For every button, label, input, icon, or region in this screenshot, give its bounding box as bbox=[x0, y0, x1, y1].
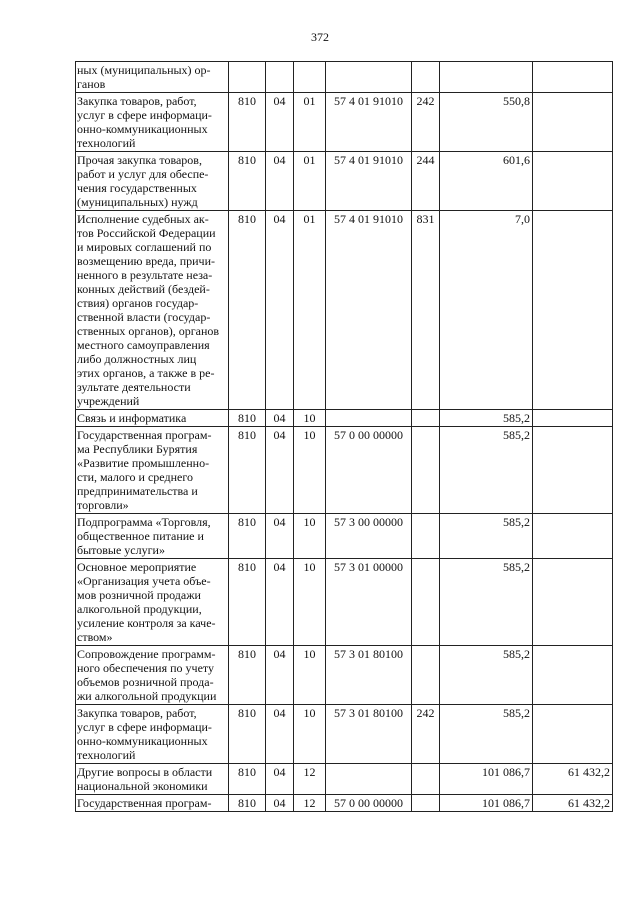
expense-type-cell bbox=[412, 559, 440, 646]
target-article-cell: 57 4 01 91010 bbox=[326, 152, 412, 211]
section-cell: 04 bbox=[266, 514, 294, 559]
grbs-cell: 810 bbox=[229, 211, 266, 410]
amount-subvention-cell bbox=[533, 559, 613, 646]
section-cell: 04 bbox=[266, 93, 294, 152]
amount-subvention-cell bbox=[533, 211, 613, 410]
amount-cell: 601,6 bbox=[440, 152, 533, 211]
grbs-cell: 810 bbox=[229, 795, 266, 812]
table-row bbox=[76, 705, 613, 764]
amount-subvention-cell bbox=[533, 62, 613, 93]
expense-type-cell bbox=[412, 62, 440, 93]
subsection-cell: 10 bbox=[294, 646, 326, 705]
amount-subvention-cell bbox=[533, 646, 613, 705]
amount-cell: 585,2 bbox=[440, 705, 533, 764]
amount-cell bbox=[440, 62, 533, 93]
target-article-cell bbox=[326, 410, 412, 427]
row-name: Сопровождение программ- ного обеспечения по учету объемов розничной прода- жи алкогольной продукции bbox=[76, 646, 229, 705]
row-name: Исполнение судебных ак- тов Российской Федерации и мировых соглашений по возмещению вреда, причи- ненного в результате неза- конных действий (бездей- ствия) органов государ- ственной власти (государ- ственных органов), органов местного самоуправления либо должностных лиц этих органов, а также в ре- зультате деятельности учреждений bbox=[76, 211, 229, 410]
expense-type-cell bbox=[412, 764, 440, 795]
section-cell bbox=[266, 62, 294, 93]
target-article-cell: 57 3 01 80100 bbox=[326, 646, 412, 705]
table-row bbox=[76, 514, 613, 559]
target-article-cell: 57 3 01 00000 bbox=[326, 559, 412, 646]
target-article-cell: 57 3 01 80100 bbox=[326, 705, 412, 764]
budget-table-body bbox=[76, 62, 613, 812]
grbs-cell: 810 bbox=[229, 705, 266, 764]
expense-type-cell bbox=[412, 410, 440, 427]
subsection-cell: 01 bbox=[294, 93, 326, 152]
target-article-cell: 57 0 00 00000 bbox=[326, 795, 412, 812]
target-article-cell: 57 0 00 00000 bbox=[326, 427, 412, 514]
grbs-cell: 810 bbox=[229, 514, 266, 559]
section-cell: 04 bbox=[266, 795, 294, 812]
expense-type-cell bbox=[412, 514, 440, 559]
subsection-cell: 10 bbox=[294, 410, 326, 427]
amount-cell: 585,2 bbox=[440, 559, 533, 646]
section-cell: 04 bbox=[266, 211, 294, 410]
amount-cell: 585,2 bbox=[440, 514, 533, 559]
amount-subvention-cell bbox=[533, 427, 613, 514]
amount-subvention-cell bbox=[533, 152, 613, 211]
table-row bbox=[76, 646, 613, 705]
amount-subvention-cell: 61 432,2 bbox=[533, 764, 613, 795]
expense-type-cell bbox=[412, 427, 440, 514]
target-article-cell: 57 4 01 91010 bbox=[326, 211, 412, 410]
section-cell: 04 bbox=[266, 559, 294, 646]
row-name: Основное мероприятие «Организация учета объе- мов розничной продажи алкогольной продукции, усиление контроля за каче- ством» bbox=[76, 559, 229, 646]
subsection-cell: 10 bbox=[294, 427, 326, 514]
target-article-cell bbox=[326, 62, 412, 93]
amount-subvention-cell bbox=[533, 514, 613, 559]
row-name: Другие вопросы в области национальной экономики bbox=[76, 764, 229, 795]
section-cell: 04 bbox=[266, 427, 294, 514]
grbs-cell bbox=[229, 62, 266, 93]
row-name: ных (муниципальных) ор- ганов bbox=[76, 62, 229, 93]
page-number: 372 bbox=[311, 30, 329, 44]
row-name: Закупка товаров, работ, услуг в сфере информаци- онно-коммуникационных технологий bbox=[76, 705, 229, 764]
budget-table bbox=[75, 61, 613, 812]
grbs-cell: 810 bbox=[229, 427, 266, 514]
subsection-cell: 10 bbox=[294, 559, 326, 646]
amount-cell: 585,2 bbox=[440, 646, 533, 705]
amount-cell: 7,0 bbox=[440, 211, 533, 410]
expense-type-cell: 244 bbox=[412, 152, 440, 211]
section-cell: 04 bbox=[266, 705, 294, 764]
expense-type-cell: 242 bbox=[412, 93, 440, 152]
row-name: Прочая закупка товаров, работ и услуг для обеспе- чения государственных (муниципальных) нужд bbox=[76, 152, 229, 211]
row-name: Государственная програм- ма Республики Бурятия «Развитие промышленно- сти, малого и среднего предпринимательства и торговли» bbox=[76, 427, 229, 514]
row-name: Связь и информатика bbox=[76, 410, 229, 427]
target-article-cell: 57 3 00 00000 bbox=[326, 514, 412, 559]
amount-cell: 101 086,7 bbox=[440, 795, 533, 812]
table-row bbox=[76, 211, 613, 410]
table-row bbox=[76, 795, 613, 812]
table-row bbox=[76, 764, 613, 795]
grbs-cell: 810 bbox=[229, 152, 266, 211]
table-row bbox=[76, 62, 613, 93]
subsection-cell: 01 bbox=[294, 211, 326, 410]
grbs-cell: 810 bbox=[229, 93, 266, 152]
table-row bbox=[76, 559, 613, 646]
section-cell: 04 bbox=[266, 646, 294, 705]
section-cell: 04 bbox=[266, 410, 294, 427]
section-cell: 04 bbox=[266, 152, 294, 211]
subsection-cell: 12 bbox=[294, 795, 326, 812]
amount-cell: 101 086,7 bbox=[440, 764, 533, 795]
subsection-cell bbox=[294, 62, 326, 93]
grbs-cell: 810 bbox=[229, 410, 266, 427]
grbs-cell: 810 bbox=[229, 764, 266, 795]
table-row bbox=[76, 410, 613, 427]
row-name: Закупка товаров, работ, услуг в сфере информаци- онно-коммуникационных технологий bbox=[76, 93, 229, 152]
table-row bbox=[76, 152, 613, 211]
target-article-cell: 57 4 01 91010 bbox=[326, 93, 412, 152]
target-article-cell bbox=[326, 764, 412, 795]
row-name: Государственная програм- bbox=[76, 795, 229, 812]
subsection-cell: 12 bbox=[294, 764, 326, 795]
expense-type-cell bbox=[412, 795, 440, 812]
amount-cell: 585,2 bbox=[440, 427, 533, 514]
amount-subvention-cell bbox=[533, 93, 613, 152]
grbs-cell: 810 bbox=[229, 646, 266, 705]
table-row bbox=[76, 93, 613, 152]
table-row bbox=[76, 427, 613, 514]
amount-subvention-cell bbox=[533, 410, 613, 427]
subsection-cell: 10 bbox=[294, 705, 326, 764]
expense-type-cell: 831 bbox=[412, 211, 440, 410]
amount-subvention-cell bbox=[533, 705, 613, 764]
amount-cell: 585,2 bbox=[440, 410, 533, 427]
subsection-cell: 10 bbox=[294, 514, 326, 559]
amount-subvention-cell: 61 432,2 bbox=[533, 795, 613, 812]
expense-type-cell: 242 bbox=[412, 705, 440, 764]
grbs-cell: 810 bbox=[229, 559, 266, 646]
subsection-cell: 01 bbox=[294, 152, 326, 211]
expense-type-cell bbox=[412, 646, 440, 705]
section-cell: 04 bbox=[266, 764, 294, 795]
row-name: Подпрограмма «Торговля, общественное питание и бытовые услуги» bbox=[76, 514, 229, 559]
amount-cell: 550,8 bbox=[440, 93, 533, 152]
